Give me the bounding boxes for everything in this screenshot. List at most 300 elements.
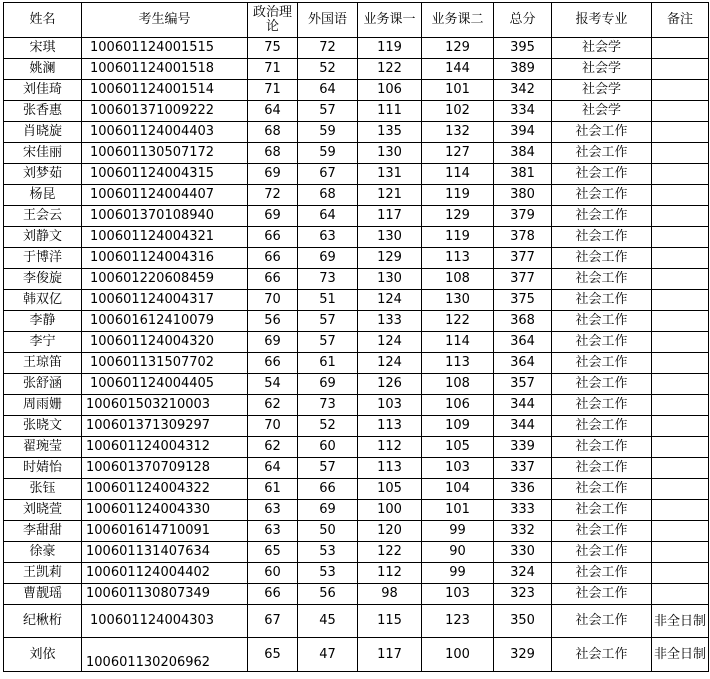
cell-name: 李静 bbox=[4, 311, 82, 332]
cell-politics: 69 bbox=[248, 332, 298, 353]
table-row bbox=[4, 332, 709, 353]
cell-total: 379 bbox=[494, 206, 552, 227]
cell-name: 王琼笛 bbox=[4, 353, 82, 374]
cell-foreign: 53 bbox=[298, 563, 358, 584]
cell-total: 384 bbox=[494, 143, 552, 164]
cell-course2: 119 bbox=[422, 227, 494, 248]
cell-name: 李甜甜 bbox=[4, 521, 82, 542]
cell-politics: 71 bbox=[248, 80, 298, 101]
cell-note bbox=[652, 206, 709, 227]
cell-major: 社会工作 bbox=[552, 227, 652, 248]
cell-name: 肖晓旋 bbox=[4, 122, 82, 143]
header-row bbox=[4, 3, 709, 38]
cell-total: 336 bbox=[494, 479, 552, 500]
cell-name: 纪楸桁 bbox=[4, 605, 82, 638]
cell-id: 100601131407634 bbox=[82, 542, 248, 563]
cell-course1: 117 bbox=[358, 206, 422, 227]
cell-total: 364 bbox=[494, 353, 552, 374]
cell-course2: 129 bbox=[422, 38, 494, 59]
cell-course2: 113 bbox=[422, 353, 494, 374]
cell-course1: 113 bbox=[358, 458, 422, 479]
cell-course1: 119 bbox=[358, 38, 422, 59]
cell-id: 100601614710091 bbox=[82, 521, 248, 542]
cell-major: 社会工作 bbox=[552, 437, 652, 458]
cell-course1: 103 bbox=[358, 395, 422, 416]
cell-politics: 72 bbox=[248, 185, 298, 206]
cell-politics: 70 bbox=[248, 290, 298, 311]
cell-foreign: 69 bbox=[298, 500, 358, 521]
cell-note: 非全日制 bbox=[652, 638, 709, 672]
cell-course1: 126 bbox=[358, 374, 422, 395]
cell-total: 350 bbox=[494, 605, 552, 638]
cell-id: 100601124004315 bbox=[82, 164, 248, 185]
cell-politics: 68 bbox=[248, 122, 298, 143]
cell-id: 100601130206962 bbox=[82, 638, 248, 672]
cell-major: 社会工作 bbox=[552, 332, 652, 353]
header-course2: 业务课二 bbox=[422, 3, 494, 38]
cell-note bbox=[652, 122, 709, 143]
cell-note bbox=[652, 563, 709, 584]
cell-note bbox=[652, 395, 709, 416]
cell-id: 100601124001515 bbox=[82, 38, 248, 59]
cell-name: 刘依 bbox=[4, 638, 82, 672]
cell-course1: 124 bbox=[358, 290, 422, 311]
cell-note bbox=[652, 290, 709, 311]
cell-name: 刘佳琦 bbox=[4, 80, 82, 101]
cell-course1: 130 bbox=[358, 269, 422, 290]
table-row bbox=[4, 206, 709, 227]
cell-course1: 131 bbox=[358, 164, 422, 185]
cell-total: 342 bbox=[494, 80, 552, 101]
cell-politics: 65 bbox=[248, 542, 298, 563]
cell-id: 100601124001518 bbox=[82, 59, 248, 80]
cell-note bbox=[652, 584, 709, 605]
cell-major: 社会工作 bbox=[552, 584, 652, 605]
cell-course1: 122 bbox=[358, 59, 422, 80]
cell-major: 社会工作 bbox=[552, 479, 652, 500]
cell-total: 344 bbox=[494, 395, 552, 416]
table-row bbox=[4, 479, 709, 500]
cell-name: 张香惠 bbox=[4, 101, 82, 122]
cell-major: 社会工作 bbox=[552, 185, 652, 206]
table-row bbox=[4, 605, 709, 638]
cell-foreign: 63 bbox=[298, 227, 358, 248]
table-row bbox=[4, 248, 709, 269]
cell-name: 刘静文 bbox=[4, 227, 82, 248]
cell-id: 100601612410079 bbox=[82, 311, 248, 332]
cell-note bbox=[652, 458, 709, 479]
cell-name: 张舒涵 bbox=[4, 374, 82, 395]
cell-major: 社会工作 bbox=[552, 311, 652, 332]
cell-total: 339 bbox=[494, 437, 552, 458]
cell-id: 100601124004303 bbox=[82, 605, 248, 638]
cell-total: 333 bbox=[494, 500, 552, 521]
header-note: 备注 bbox=[652, 3, 709, 38]
cell-politics: 66 bbox=[248, 227, 298, 248]
cell-id: 100601124004330 bbox=[82, 500, 248, 521]
cell-name: 曹靓瑶 bbox=[4, 584, 82, 605]
cell-name: 张晓文 bbox=[4, 416, 82, 437]
cell-course1: 122 bbox=[358, 542, 422, 563]
table-row bbox=[4, 458, 709, 479]
cell-politics: 63 bbox=[248, 500, 298, 521]
cell-foreign: 57 bbox=[298, 458, 358, 479]
header-name: 姓名 bbox=[4, 3, 82, 38]
cell-course1: 129 bbox=[358, 248, 422, 269]
cell-course2: 103 bbox=[422, 584, 494, 605]
table-row bbox=[4, 185, 709, 206]
cell-foreign: 56 bbox=[298, 584, 358, 605]
cell-note bbox=[652, 374, 709, 395]
header-politics: 政治理论 bbox=[248, 3, 298, 38]
cell-id: 100601124004312 bbox=[82, 437, 248, 458]
cell-politics: 64 bbox=[248, 458, 298, 479]
cell-name: 姚澜 bbox=[4, 59, 82, 80]
cell-course1: 124 bbox=[358, 353, 422, 374]
cell-course1: 124 bbox=[358, 332, 422, 353]
table-row bbox=[4, 542, 709, 563]
cell-major: 社会工作 bbox=[552, 395, 652, 416]
cell-name: 刘梦茹 bbox=[4, 164, 82, 185]
cell-id: 100601124004317 bbox=[82, 290, 248, 311]
cell-course1: 135 bbox=[358, 122, 422, 143]
header-id: 考生编号 bbox=[82, 3, 248, 38]
cell-id: 100601124004405 bbox=[82, 374, 248, 395]
cell-major: 社会工作 bbox=[552, 248, 652, 269]
cell-foreign: 52 bbox=[298, 416, 358, 437]
cell-course1: 130 bbox=[358, 227, 422, 248]
cell-note bbox=[652, 248, 709, 269]
cell-foreign: 53 bbox=[298, 542, 358, 563]
cell-note bbox=[652, 521, 709, 542]
cell-foreign: 64 bbox=[298, 206, 358, 227]
cell-politics: 71 bbox=[248, 59, 298, 80]
cell-note bbox=[652, 38, 709, 59]
cell-major: 社会工作 bbox=[552, 290, 652, 311]
cell-politics: 67 bbox=[248, 605, 298, 638]
cell-course2: 108 bbox=[422, 269, 494, 290]
cell-id: 100601130807349 bbox=[82, 584, 248, 605]
cell-name: 于博洋 bbox=[4, 248, 82, 269]
cell-course1: 111 bbox=[358, 101, 422, 122]
cell-politics: 56 bbox=[248, 311, 298, 332]
cell-politics: 65 bbox=[248, 638, 298, 672]
cell-foreign: 52 bbox=[298, 59, 358, 80]
table-row bbox=[4, 164, 709, 185]
cell-major: 社会工作 bbox=[552, 458, 652, 479]
cell-major: 社会工作 bbox=[552, 143, 652, 164]
cell-note bbox=[652, 311, 709, 332]
cell-total: 375 bbox=[494, 290, 552, 311]
cell-foreign: 61 bbox=[298, 353, 358, 374]
cell-course2: 101 bbox=[422, 500, 494, 521]
cell-id: 100601371009222 bbox=[82, 101, 248, 122]
cell-major: 社会工作 bbox=[552, 416, 652, 437]
cell-politics: 60 bbox=[248, 563, 298, 584]
header-major: 报考专业 bbox=[552, 3, 652, 38]
cell-total: 368 bbox=[494, 311, 552, 332]
cell-total: 337 bbox=[494, 458, 552, 479]
table-row bbox=[4, 80, 709, 101]
cell-note bbox=[652, 353, 709, 374]
cell-major: 社会工作 bbox=[552, 164, 652, 185]
cell-total: 381 bbox=[494, 164, 552, 185]
cell-id: 100601220608459 bbox=[82, 269, 248, 290]
cell-course1: 105 bbox=[358, 479, 422, 500]
cell-total: 334 bbox=[494, 101, 552, 122]
cell-foreign: 72 bbox=[298, 38, 358, 59]
cell-course2: 108 bbox=[422, 374, 494, 395]
cell-id: 100601503210003 bbox=[82, 395, 248, 416]
cell-major: 社会工作 bbox=[552, 542, 652, 563]
cell-note bbox=[652, 59, 709, 80]
cell-note bbox=[652, 101, 709, 122]
cell-id: 100601124001514 bbox=[82, 80, 248, 101]
cell-foreign: 45 bbox=[298, 605, 358, 638]
cell-id: 100601370709128 bbox=[82, 458, 248, 479]
cell-total: 395 bbox=[494, 38, 552, 59]
cell-id: 100601124004321 bbox=[82, 227, 248, 248]
cell-note bbox=[652, 416, 709, 437]
cell-total: 380 bbox=[494, 185, 552, 206]
table-row bbox=[4, 416, 709, 437]
cell-course2: 101 bbox=[422, 80, 494, 101]
cell-total: 332 bbox=[494, 521, 552, 542]
cell-total: 344 bbox=[494, 416, 552, 437]
cell-politics: 62 bbox=[248, 395, 298, 416]
cell-politics: 69 bbox=[248, 164, 298, 185]
cell-id: 100601124004320 bbox=[82, 332, 248, 353]
cell-course2: 132 bbox=[422, 122, 494, 143]
cell-course2: 109 bbox=[422, 416, 494, 437]
cell-name: 王会云 bbox=[4, 206, 82, 227]
cell-course2: 105 bbox=[422, 437, 494, 458]
table-row bbox=[4, 437, 709, 458]
score-table bbox=[3, 2, 709, 672]
cell-politics: 66 bbox=[248, 269, 298, 290]
cell-course1: 113 bbox=[358, 416, 422, 437]
cell-note bbox=[652, 185, 709, 206]
cell-id: 100601124004316 bbox=[82, 248, 248, 269]
table-row bbox=[4, 269, 709, 290]
cell-course2: 129 bbox=[422, 206, 494, 227]
cell-course2: 103 bbox=[422, 458, 494, 479]
table-row bbox=[4, 290, 709, 311]
cell-foreign: 57 bbox=[298, 332, 358, 353]
cell-name: 韩双亿 bbox=[4, 290, 82, 311]
table-row bbox=[4, 38, 709, 59]
cell-major: 社会工作 bbox=[552, 638, 652, 672]
cell-name: 时婧怡 bbox=[4, 458, 82, 479]
cell-course2: 114 bbox=[422, 164, 494, 185]
cell-course1: 106 bbox=[358, 80, 422, 101]
cell-major: 社会工作 bbox=[552, 563, 652, 584]
cell-foreign: 59 bbox=[298, 122, 358, 143]
cell-politics: 63 bbox=[248, 521, 298, 542]
cell-course2: 102 bbox=[422, 101, 494, 122]
cell-major: 社会工作 bbox=[552, 269, 652, 290]
cell-course1: 98 bbox=[358, 584, 422, 605]
cell-foreign: 57 bbox=[298, 311, 358, 332]
cell-id: 100601124004402 bbox=[82, 563, 248, 584]
cell-course2: 99 bbox=[422, 563, 494, 584]
cell-major: 社会学 bbox=[552, 101, 652, 122]
cell-politics: 66 bbox=[248, 248, 298, 269]
cell-politics: 75 bbox=[248, 38, 298, 59]
cell-politics: 62 bbox=[248, 437, 298, 458]
cell-major: 社会工作 bbox=[552, 605, 652, 638]
cell-foreign: 47 bbox=[298, 638, 358, 672]
cell-major: 社会工作 bbox=[552, 353, 652, 374]
cell-major: 社会工作 bbox=[552, 206, 652, 227]
cell-course1: 120 bbox=[358, 521, 422, 542]
header-total: 总分 bbox=[494, 3, 552, 38]
cell-major: 社会学 bbox=[552, 59, 652, 80]
cell-major: 社会学 bbox=[552, 38, 652, 59]
table-row bbox=[4, 638, 709, 672]
cell-course1: 112 bbox=[358, 437, 422, 458]
cell-politics: 69 bbox=[248, 206, 298, 227]
cell-course1: 133 bbox=[358, 311, 422, 332]
cell-course2: 119 bbox=[422, 185, 494, 206]
cell-foreign: 60 bbox=[298, 437, 358, 458]
cell-total: 377 bbox=[494, 269, 552, 290]
cell-note bbox=[652, 500, 709, 521]
table-row bbox=[4, 584, 709, 605]
cell-course1: 130 bbox=[358, 143, 422, 164]
cell-foreign: 73 bbox=[298, 395, 358, 416]
cell-total: 330 bbox=[494, 542, 552, 563]
cell-note bbox=[652, 164, 709, 185]
cell-foreign: 67 bbox=[298, 164, 358, 185]
cell-note bbox=[652, 332, 709, 353]
cell-course1: 115 bbox=[358, 605, 422, 638]
table-row bbox=[4, 500, 709, 521]
table-row bbox=[4, 143, 709, 164]
table-row bbox=[4, 521, 709, 542]
cell-course2: 99 bbox=[422, 521, 494, 542]
table-row bbox=[4, 101, 709, 122]
table-row bbox=[4, 353, 709, 374]
cell-politics: 66 bbox=[248, 353, 298, 374]
table-row bbox=[4, 395, 709, 416]
cell-name: 李俊旋 bbox=[4, 269, 82, 290]
cell-foreign: 59 bbox=[298, 143, 358, 164]
cell-name: 王凯莉 bbox=[4, 563, 82, 584]
cell-course2: 144 bbox=[422, 59, 494, 80]
cell-total: 378 bbox=[494, 227, 552, 248]
cell-major: 社会工作 bbox=[552, 500, 652, 521]
header-course1: 业务课一 bbox=[358, 3, 422, 38]
cell-politics: 70 bbox=[248, 416, 298, 437]
cell-major: 社会工作 bbox=[552, 122, 652, 143]
cell-course2: 104 bbox=[422, 479, 494, 500]
cell-name: 周雨姗 bbox=[4, 395, 82, 416]
cell-id: 100601124004407 bbox=[82, 185, 248, 206]
cell-foreign: 69 bbox=[298, 374, 358, 395]
cell-politics: 68 bbox=[248, 143, 298, 164]
cell-foreign: 51 bbox=[298, 290, 358, 311]
table-row bbox=[4, 122, 709, 143]
table-row bbox=[4, 227, 709, 248]
cell-name: 徐豪 bbox=[4, 542, 82, 563]
cell-name: 杨昆 bbox=[4, 185, 82, 206]
cell-id: 100601131507702 bbox=[82, 353, 248, 374]
table-row bbox=[4, 374, 709, 395]
cell-foreign: 69 bbox=[298, 248, 358, 269]
cell-politics: 54 bbox=[248, 374, 298, 395]
cell-id: 100601124004322 bbox=[82, 479, 248, 500]
cell-note bbox=[652, 479, 709, 500]
cell-foreign: 66 bbox=[298, 479, 358, 500]
cell-course2: 130 bbox=[422, 290, 494, 311]
cell-politics: 66 bbox=[248, 584, 298, 605]
table-row bbox=[4, 563, 709, 584]
cell-note bbox=[652, 143, 709, 164]
cell-course1: 121 bbox=[358, 185, 422, 206]
cell-course2: 90 bbox=[422, 542, 494, 563]
cell-id: 100601370108940 bbox=[82, 206, 248, 227]
cell-note bbox=[652, 80, 709, 101]
cell-politics: 61 bbox=[248, 479, 298, 500]
cell-total: 323 bbox=[494, 584, 552, 605]
cell-major: 社会学 bbox=[552, 80, 652, 101]
cell-id: 100601130507172 bbox=[82, 143, 248, 164]
cell-name: 翟琬莹 bbox=[4, 437, 82, 458]
cell-total: 389 bbox=[494, 59, 552, 80]
cell-name: 刘晓萱 bbox=[4, 500, 82, 521]
cell-note bbox=[652, 227, 709, 248]
cell-course2: 122 bbox=[422, 311, 494, 332]
cell-course2: 100 bbox=[422, 638, 494, 672]
cell-course2: 113 bbox=[422, 248, 494, 269]
cell-foreign: 57 bbox=[298, 101, 358, 122]
cell-name: 张钰 bbox=[4, 479, 82, 500]
table-row bbox=[4, 59, 709, 80]
cell-course2: 106 bbox=[422, 395, 494, 416]
cell-note: 非全日制 bbox=[652, 605, 709, 638]
cell-total: 364 bbox=[494, 332, 552, 353]
cell-note bbox=[652, 437, 709, 458]
cell-note bbox=[652, 542, 709, 563]
cell-foreign: 73 bbox=[298, 269, 358, 290]
cell-course1: 100 bbox=[358, 500, 422, 521]
cell-total: 357 bbox=[494, 374, 552, 395]
cell-id: 100601371309297 bbox=[82, 416, 248, 437]
cell-course1: 112 bbox=[358, 563, 422, 584]
cell-foreign: 64 bbox=[298, 80, 358, 101]
cell-politics: 64 bbox=[248, 101, 298, 122]
cell-id: 100601124004403 bbox=[82, 122, 248, 143]
cell-major: 社会工作 bbox=[552, 374, 652, 395]
cell-foreign: 50 bbox=[298, 521, 358, 542]
cell-total: 394 bbox=[494, 122, 552, 143]
table-row bbox=[4, 311, 709, 332]
cell-note bbox=[652, 269, 709, 290]
cell-course1: 117 bbox=[358, 638, 422, 672]
cell-course2: 127 bbox=[422, 143, 494, 164]
header-foreign: 外国语 bbox=[298, 3, 358, 38]
cell-course2: 123 bbox=[422, 605, 494, 638]
cell-name: 宋琪 bbox=[4, 38, 82, 59]
cell-total: 324 bbox=[494, 563, 552, 584]
cell-total: 329 bbox=[494, 638, 552, 672]
cell-major: 社会工作 bbox=[552, 521, 652, 542]
cell-name: 李宁 bbox=[4, 332, 82, 353]
cell-name: 宋佳丽 bbox=[4, 143, 82, 164]
cell-foreign: 68 bbox=[298, 185, 358, 206]
cell-total: 377 bbox=[494, 248, 552, 269]
